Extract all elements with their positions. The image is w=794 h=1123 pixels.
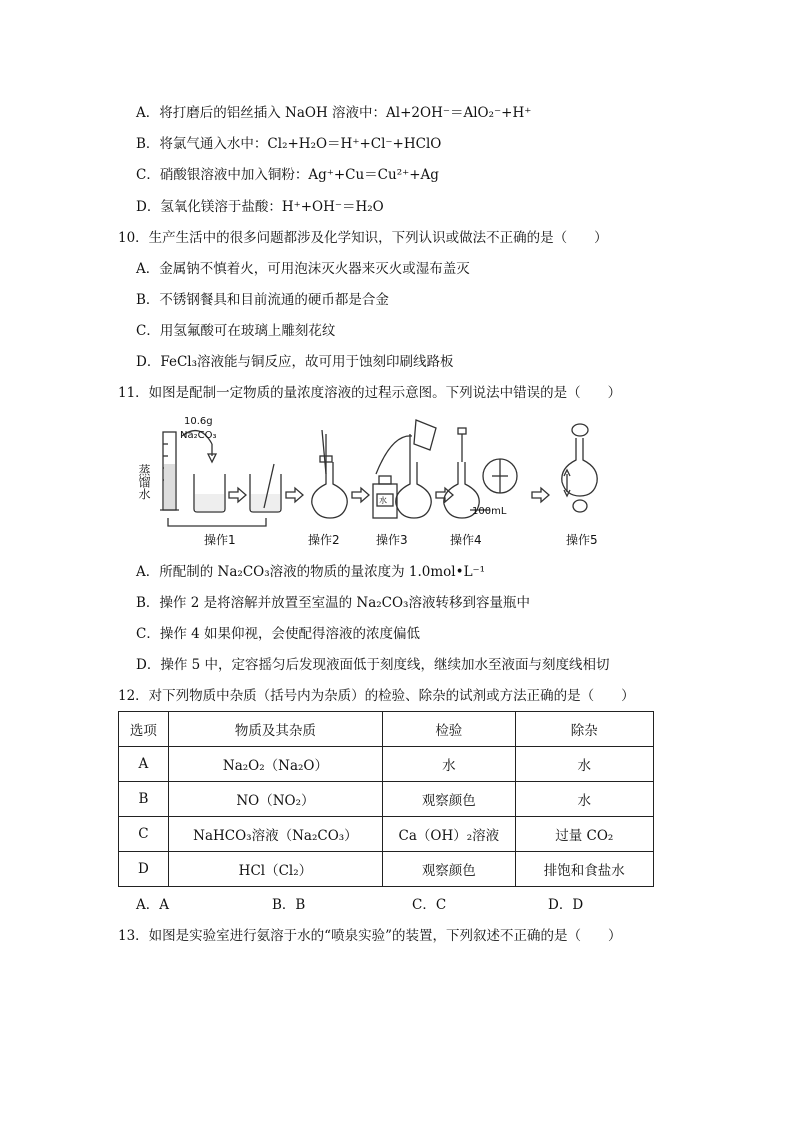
q9-option-c: C．硝酸银溶液中加入铜粉：Ag⁺+Cu＝Cu²⁺+Ag bbox=[136, 167, 439, 183]
q13-stem: 13．如图是实验室进行氨溶于水的“喷泉实验”的装置，下列叙述不正确的是（ ） bbox=[118, 928, 622, 944]
q12-answer-b: B．B bbox=[272, 897, 306, 913]
table-cell: 观察颜色 bbox=[383, 852, 516, 887]
impurity-table bbox=[118, 711, 654, 887]
table-cell: 观察颜色 bbox=[383, 782, 516, 817]
q10-option-b: B．不锈钢餐具和目前流通的硬币都是合金 bbox=[136, 292, 389, 308]
mass-label: 10.6g bbox=[184, 416, 213, 427]
q11-option-a: A．所配制的 Na₂CO₃溶液的物质的量浓度为 1.0mol•L⁻¹ bbox=[136, 564, 486, 580]
table-cell: D bbox=[119, 852, 169, 887]
table-cell: 水 bbox=[515, 782, 653, 817]
header-option: 选项 bbox=[119, 712, 169, 747]
solution-preparation-figure bbox=[130, 414, 630, 554]
volume-label: 100mL bbox=[472, 506, 507, 517]
step-3-label: 操作3 bbox=[376, 533, 408, 547]
q11-option-c: C．操作 4 如果仰视，会使配得溶液的浓度偏低 bbox=[136, 626, 421, 642]
table-cell: Na₂O₂（Na₂O） bbox=[168, 747, 382, 782]
reagent-label: Na₂CO₃ bbox=[180, 430, 217, 441]
q12-answer-c: C．C bbox=[412, 897, 447, 913]
table-cell: 过量 CO₂ bbox=[515, 817, 653, 852]
step-4-label: 操作4 bbox=[450, 533, 482, 547]
table-cell: C bbox=[119, 817, 169, 852]
table-row bbox=[119, 747, 654, 782]
step-2-label: 操作2 bbox=[308, 533, 340, 547]
q10-option-c: C．用氢氟酸可在玻璃上雕刻花纹 bbox=[136, 323, 336, 339]
q10-option-d: D．FeCl₃溶液能与铜反应，故可用于蚀刻印刷线路板 bbox=[136, 354, 454, 370]
table-cell: 排饱和食盐水 bbox=[515, 852, 653, 887]
q9-option-b: B．将氯气通入水中：Cl₂+H₂O＝H⁺+Cl⁻+HClO bbox=[136, 136, 442, 152]
q11-stem: 11．如图是配制一定物质的量浓度溶液的过程示意图。下列说法中错误的是（ ） bbox=[118, 385, 622, 401]
q10-stem: 10．生产生活中的很多问题都涉及化学知识，下列认识或做法不正确的是（ ） bbox=[118, 230, 608, 246]
q11-option-d: D．操作 5 中，定容摇匀后发现液面低于刻度线，继续加水至液面与刻度线相切 bbox=[136, 657, 610, 673]
q12-answer-a: A．A bbox=[136, 897, 169, 913]
header-removal: 除杂 bbox=[515, 712, 653, 747]
table-cell: NO（NO₂） bbox=[168, 782, 382, 817]
table-row bbox=[119, 782, 654, 817]
table-cell: HCl（Cl₂） bbox=[168, 852, 382, 887]
step-5-label: 操作5 bbox=[566, 533, 598, 547]
header-test: 检验 bbox=[383, 712, 516, 747]
table-cell: 水 bbox=[383, 747, 516, 782]
table-cell: B bbox=[119, 782, 169, 817]
step-1-label: 操作1 bbox=[204, 533, 236, 547]
table-cell: Ca（OH）₂溶液 bbox=[383, 817, 516, 852]
table-cell: 水 bbox=[515, 747, 653, 782]
distilled-water-label: 蒸馏水 bbox=[137, 464, 151, 500]
q12-answer-d: D．D bbox=[548, 897, 584, 913]
table-cell: A bbox=[119, 747, 169, 782]
table-cell: NaHCO₃溶液（Na₂CO₃） bbox=[168, 817, 382, 852]
q9-option-a: A．将打磨后的铝丝插入 NaOH 溶液中：Al+2OH⁻＝AlO₂⁻+H⁺ bbox=[136, 105, 532, 121]
bottle-label: 水 bbox=[379, 496, 387, 505]
q9-option-d: D．氢氧化镁溶于盐酸：H⁺+OH⁻＝H₂O bbox=[136, 199, 384, 215]
q10-option-a: A．金属钠不慎着火，可用泡沫灭火器来灭火或湿布盖灭 bbox=[136, 261, 470, 277]
table-header-row bbox=[119, 712, 654, 747]
q11-option-b: B．操作 2 是将溶解并放置至室温的 Na₂CO₃溶液转移到容量瓶中 bbox=[136, 595, 530, 611]
table-row bbox=[119, 817, 654, 852]
q12-stem: 12．对下列物质中杂质（括号内为杂质）的检验、除杂的试剂或方法正确的是（ ） bbox=[118, 688, 635, 704]
table-row bbox=[119, 852, 654, 887]
header-substance: 物质及其杂质 bbox=[168, 712, 382, 747]
